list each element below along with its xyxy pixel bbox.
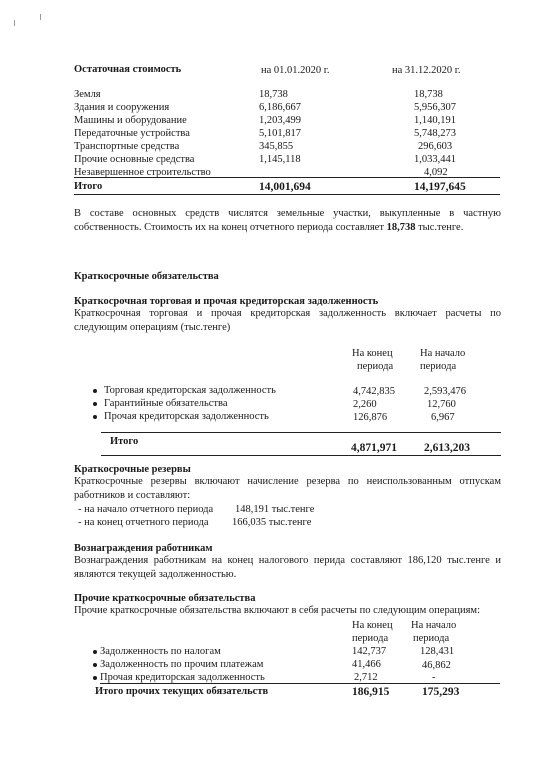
payables-col1-header: На конец [352, 348, 393, 359]
rewards-title: Вознаграждения работникам [74, 543, 213, 554]
residual-total-label: Итого [74, 181, 103, 192]
other-title: Прочие краткосрочные обязательства [74, 593, 256, 604]
scan-mark [40, 14, 41, 20]
row-value-start: 6,186,667 [259, 102, 301, 113]
scan-mark [14, 20, 15, 26]
payables-total-end-period: 4,871,971 [351, 442, 397, 454]
reserves-end-value: 166,035 тыс.тенге [232, 517, 312, 528]
row-label: Земля [74, 89, 101, 100]
row-value-start: 345,855 [259, 141, 294, 152]
short-term-title: Краткосрочные обязательства [74, 271, 219, 282]
residual-title: Остаточная стоимость [74, 64, 182, 75]
other-total-start-period: 175,293 [422, 686, 460, 698]
bullet-icon [93, 402, 97, 406]
row-value-end-period: 41,466 [352, 659, 381, 670]
row-value-end: 18,738 [414, 89, 443, 100]
payables-total-label: Итого [110, 436, 139, 447]
other-total-label: Итого прочих текущих обязательств [95, 686, 269, 697]
bullet-icon [93, 415, 97, 419]
row-value-start: 5,101,817 [259, 128, 301, 139]
row-value-end: 296,603 [418, 141, 453, 152]
residual-note [74, 207, 501, 235]
reserves-end-label: - на конец отчетного периода [78, 517, 209, 528]
other-total-divider [100, 683, 500, 684]
row-label: Прочая кредиторская задолженность [104, 411, 269, 422]
payables-total-underline [101, 455, 501, 456]
row-value-start-period: 2,593,476 [424, 386, 466, 397]
payables-col1-header-sub: периода [357, 361, 394, 372]
row-value-end-period: 2,260 [353, 399, 377, 410]
rewards-desc: Вознаграждения работникам на конец налогового перида составляют 186,120 тыс.тенге и являются текущей задолженностью. [74, 555, 501, 580]
other-col2-header: На начало [411, 620, 457, 631]
row-value-start-period: - [432, 672, 436, 683]
bullet-icon [93, 650, 97, 654]
payables-desc: Краткосрочная торговая и прочая кредиторская задолженность включает расчеты по следующим операциям (тыс.тенге) [74, 308, 501, 333]
other-col2-header-sub: периода [413, 633, 450, 644]
payables-title: Краткосрочная торговая и прочая кредиторская задолженность [74, 296, 379, 307]
bullet-icon [93, 389, 97, 393]
row-value-end: 5,956,307 [414, 102, 456, 113]
residual-note-text: В составе основных средств числятся земельные участки, выкупленные в частную собственность. Стоимость их на конец отчетного периода составляет [74, 208, 501, 233]
row-value-end-period: 4,742,835 [353, 386, 395, 397]
row-label: Прочая кредиторская задолженность [100, 672, 265, 683]
row-value-start: 1,203,499 [259, 115, 301, 126]
residual-note-unit: тыс.тенге. [415, 222, 464, 233]
row-label: Торговая кредиторская задолженность [104, 385, 276, 396]
row-value-start: 18,738 [259, 89, 288, 100]
row-value-start-period: 46,862 [422, 660, 451, 671]
payables-total-divider [101, 432, 501, 433]
other-col1-header-sub: периода [352, 633, 389, 644]
row-value-end: 4,092 [424, 167, 448, 178]
row-label: Здания и сооружения [74, 102, 170, 113]
residual-col1-header: на 01.01.2020 г. [261, 65, 330, 76]
row-value-end-period: 2,712 [354, 672, 378, 683]
residual-total-start: 14,001,694 [259, 181, 311, 193]
payables-total-start-period: 2,613,203 [424, 442, 470, 454]
reserves-title: Краткосрочные резервы [74, 464, 191, 475]
reserves-desc: Краткосрочные резервы включают начисление резерва по неиспользованным отпускам работников и составляют: [74, 476, 501, 501]
row-value-start-period: 12,760 [427, 399, 456, 410]
reserves-start-value: 148,191 тыс.тенге [235, 504, 315, 515]
row-value-end-period: 126,876 [353, 412, 388, 423]
residual-total-end: 14,197,645 [414, 181, 466, 193]
row-value-start-period: 128,431 [420, 646, 455, 657]
row-value-end: 5,748,273 [414, 128, 456, 139]
row-label: Транспортные средства [74, 141, 180, 152]
other-total-end-period: 186,915 [352, 686, 390, 698]
residual-col2-header: на 31.12.2020 г. [392, 65, 461, 76]
row-value-end: 1,033,441 [414, 154, 456, 165]
row-label: Гарантийные обязательства [104, 398, 228, 409]
row-label: Задолженность по налогам [100, 646, 221, 657]
row-value-end: 1,140,191 [414, 115, 456, 126]
row-value-start: 1,145,118 [259, 154, 301, 165]
residual-total-underline [74, 194, 500, 195]
row-label: Прочие основные средства [74, 154, 195, 165]
row-label: Незавершенное строительство [74, 167, 211, 178]
bullet-icon [93, 676, 97, 680]
bullet-icon [93, 663, 97, 667]
residual-total-divider [74, 177, 500, 178]
payables-col2-header: На начало [420, 348, 466, 359]
row-label: Задолженность по прочим платежам [100, 659, 264, 670]
other-desc: Прочие краткосрочные обязательства включают в себя расчеты по следующим операциям: [74, 605, 480, 616]
land-value: 18,738 [386, 222, 416, 233]
other-col1-header: На конец [352, 620, 393, 631]
row-value-end-period: 142,737 [352, 646, 387, 657]
row-label: Передаточные устройства [74, 128, 190, 139]
row-value-start-period: 6,967 [431, 412, 455, 423]
reserves-start-label: - на начало отчетного периода [78, 504, 214, 515]
row-label: Машины и оборудование [74, 115, 187, 126]
payables-col2-header-sub: периода [420, 361, 457, 372]
